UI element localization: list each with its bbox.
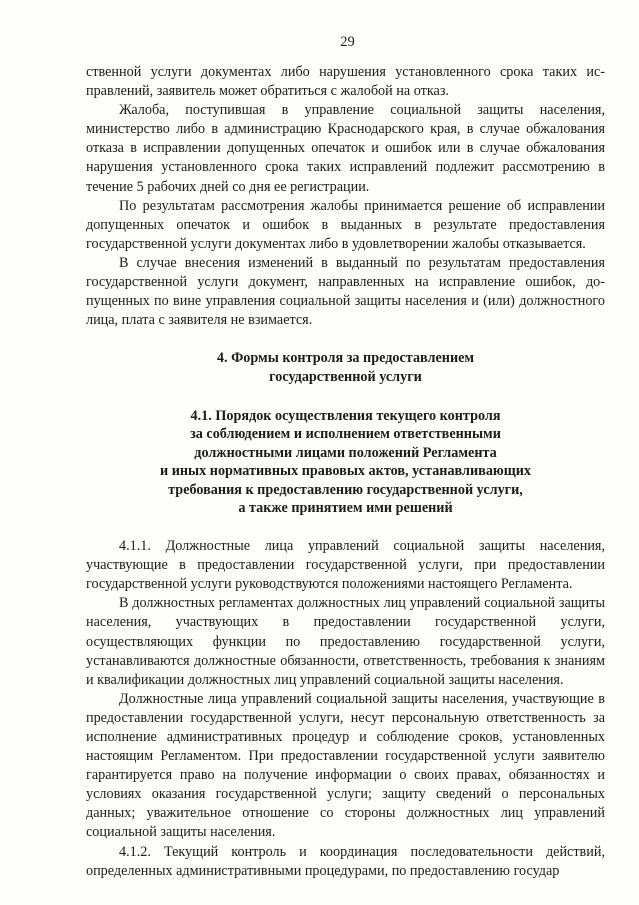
paragraph: По результатам рассмотрения жалобы принимается решение об исправлении допущенных опечаток и ошибок в выданных в результате предоставления государственной услуги документах либо в удовлетворении жалобы отказывается.	[86, 197, 605, 252]
paragraph: 4.1.2. Текущий контроль и координация последовательности действий, определенных административными процедурами, по предоставлению государ	[86, 843, 605, 879]
paragraph: В должностных регламентах должностных лиц управлений социальной защиты населения, участвующих в предоставлении государственной услуги, осуществляющих функции по предоставлению государственной услуги, устанавливаются должностные обязанности, ответственность, требования к знаниям и квалификации должностных лиц управлений социальной защиты населения.	[86, 595, 605, 688]
section-heading: 4. Формы контроля за предоставлением государственной услуги	[216, 350, 475, 385]
paragraph: Жалоба, поступившая в управление социальной защиты населения, министерство либо в администрацию Краснодарского края, в случае обжалования отказа в исправлении допущенных опечаток и ошибок или в случае обжалования нарушения установленного срока таких исправлений подлежит рассмотрению в течение 5 рабочих дней со дня ее регистрации.	[86, 102, 605, 195]
paragraph: В случае внесения изменений в выданный по результатам предоставления государственной услуги документ, направленных на исправление ошибок, допущенных по вине управления социальной защиты населения и (или) должностного лица, плата с заявителя не взимается.	[86, 254, 605, 329]
paragraph: 4.1.1. Должностные лица управлений социальной защиты населения, участвующие в предоставлении государственной услуги, при предоставлении государственной услуги руководствуются положениями настоящего Регламента.	[86, 538, 605, 593]
page-number: 29	[340, 34, 355, 50]
subsection-heading: 4.1. Порядок осуществления текущего контроля за соблюдением и исполнением ответственными должностными лицами положений Регламента и иных нормативных правовых актов, устанавливающих требования к предоставлению государственной услуги, а также принятием ими решений	[159, 407, 532, 517]
paragraph: ственной услуги документах либо нарушения установленного срока таких исправлений, заявитель может обратиться с жалобой на отказ.	[86, 64, 605, 100]
paragraph: Должностные лица управлений социальной защиты населения, участвующие в предоставлении государственной услуги, несут персональную ответственность за исполнение административных процедур и соблюдение сроков, установленных настоящим Регламентом. При предоставлении государственной услуги заявителю гарантируется право на получение информации о своих правах, обязанностях и условиях оказания государственной услуги; защиту сведений о персональных данных; уважительное отношение со стороны должностных лиц управлений социальной защиты населения.	[86, 690, 605, 841]
